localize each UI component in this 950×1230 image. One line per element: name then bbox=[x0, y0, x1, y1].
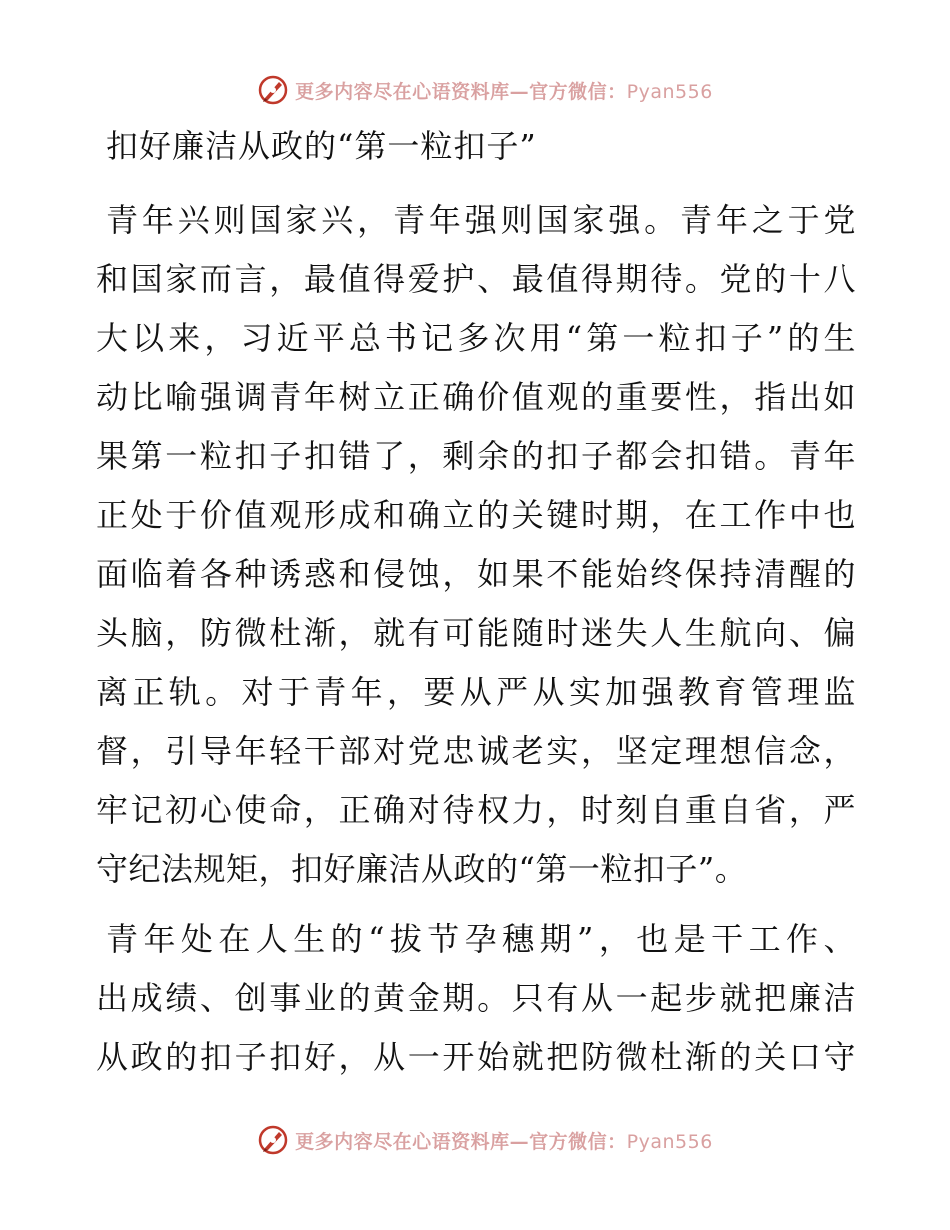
paragraph-line: 牢记初心使命，正确对待权力，时刻自重自省，严 bbox=[96, 791, 856, 829]
paragraph-line: 离正轨。对于青年，要从严从实加强教育管理监 bbox=[96, 673, 856, 711]
paragraph-line: 面临着各种诱惑和侵蚀，如果不能始终保持清醒的 bbox=[96, 555, 856, 593]
banner-label: 更多内容尽在心语资料库—官方微信： bbox=[295, 1130, 627, 1153]
paragraph-line: 动比喻强调青年树立正确价值观的重要性，指出如 bbox=[96, 378, 856, 416]
paragraph-2 bbox=[96, 910, 856, 1087]
quill-pen-logo-icon bbox=[257, 1124, 289, 1156]
paragraph-line: 青年兴则国家兴，青年强则国家强。青年之于党 bbox=[106, 201, 856, 239]
quill-pen-logo-icon bbox=[257, 74, 289, 106]
paragraph-line: 出成绩、创事业的黄金期。只有从一起步就把廉洁 bbox=[96, 979, 856, 1017]
paragraph-line: 守纪法规矩，扣好廉洁从政的“第一粒扣子”。 bbox=[96, 850, 748, 888]
banner-label: 更多内容尽在心语资料库—官方微信： bbox=[295, 80, 627, 103]
document-title: 扣好廉洁从政的“第一粒扣子” bbox=[106, 127, 537, 165]
paragraph-line: 从政的扣子扣好，从一开始就把防微杜渐的关口守 bbox=[96, 1038, 856, 1076]
paragraph-line: 正处于价值观形成和确立的关键时期，在工作中也 bbox=[96, 496, 856, 534]
paragraph-line: 果第一粒扣子扣错了，剩余的扣子都会扣错。青年 bbox=[96, 437, 856, 475]
paragraph-line: 头脑，防微杜渐，就有可能随时迷失人生航向、偏 bbox=[96, 614, 856, 652]
banner-text bbox=[295, 77, 713, 104]
footer-banner bbox=[0, 1120, 950, 1160]
wechat-id: Pyan556 bbox=[626, 80, 713, 103]
header-banner bbox=[0, 70, 950, 110]
paragraph-1 bbox=[96, 191, 856, 899]
wechat-id: Pyan556 bbox=[626, 1130, 713, 1153]
paragraph-line: 督，引导年轻干部对党忠诚老实，坚定理想信念， bbox=[96, 732, 856, 770]
banner-text bbox=[295, 1127, 713, 1154]
paragraph-line: 大以来，习近平总书记多次用“第一粒扣子”的生 bbox=[96, 319, 856, 357]
paragraph-line: 青年处在人生的“拔节孕穗期”，也是干工作、 bbox=[106, 920, 856, 958]
paragraph-line: 和国家而言，最值得爱护、最值得期待。党的十八 bbox=[96, 260, 856, 298]
